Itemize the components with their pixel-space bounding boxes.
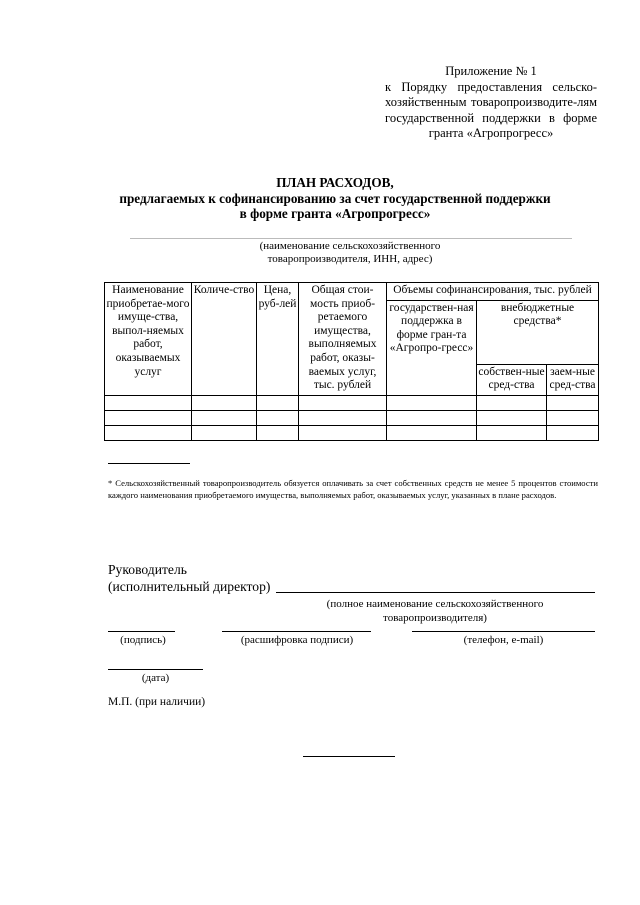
header-total-cost: Общая стои-мость приоб-ретаемого имущества, выполняемых работ, оказы-ваемых услуг, тыс. рублей	[299, 283, 387, 396]
full-name-caption: (полное наименование сельскохозяйственного товаропроизводителя)	[326, 598, 544, 624]
header-quantity: Количе-ство	[192, 283, 257, 396]
header-cofinancing-volumes: Объемы софинансирования, тыс. рублей	[387, 283, 599, 301]
signature-line	[108, 631, 175, 632]
closing-line	[303, 756, 395, 757]
header-item-name: Наименование приобретае-мого имуще-ства, выпол-няемых работ, оказываемых услуг	[105, 283, 192, 396]
stamp-label: М.П. (при наличии)	[108, 696, 206, 708]
appendix-block	[385, 64, 597, 142]
header-state-support: государствен-ная поддержка в форме гран-та «Агропро-гресс»	[387, 300, 477, 395]
appendix-body: к Порядку предоставления сельско-хозяйственным товаропроизводите-лям государственной поддержки в форме гранта «Агропрогресс»	[385, 79, 597, 140]
decode-caption: (расшифровка подписи)	[240, 634, 354, 646]
phone-caption: (телефон, e-mail)	[463, 634, 544, 646]
table-row	[105, 395, 599, 410]
date-caption: (дата)	[141, 672, 170, 684]
full-name-line	[276, 592, 595, 593]
title-line-2: предлагаемых к софинансированию за счет государственной поддержки	[119, 190, 551, 206]
producer-caption-line-2: товаропроизводителя, ИНН, адрес)	[267, 253, 433, 265]
header-borrowed-funds: заем-ные сред-ства	[547, 364, 599, 395]
producer-caption-line-1: (наименование сельскохозяйственного	[259, 240, 441, 252]
producer-name-line	[130, 238, 572, 239]
footnote-separator	[108, 463, 190, 464]
title-line-1: ПЛАН РАСХОДОВ,	[276, 175, 394, 190]
decode-line	[222, 631, 371, 632]
title-line-3: в форме гранта «Агропрогресс»	[239, 206, 431, 221]
document-title	[100, 175, 570, 222]
producer-caption	[200, 240, 500, 266]
head-label: Руководитель	[108, 562, 187, 577]
director-label: (исполнительный директор)	[108, 579, 271, 594]
footnote-text: * Сельскохозяйственный товаропроизводитель обязуется оплачивать за счет собственных средств не менее 5 процентов стоимости каждого наименования приобретаемого имущества, выполняемых работ, оказываемых услуг, указанных в плане расходов.	[108, 478, 598, 500]
phone-line	[412, 631, 595, 632]
table-row	[105, 425, 599, 440]
header-own-funds: собствен-ные сред-ства	[477, 364, 547, 395]
sign-caption: (подпись)	[120, 634, 166, 646]
header-extrabudgetary: внебюджетные средства*	[477, 300, 599, 364]
expense-plan-table	[104, 282, 599, 441]
header-price: Цена, руб-лей	[257, 283, 299, 396]
date-line	[108, 669, 203, 670]
appendix-title: Приложение № 1	[445, 64, 537, 78]
table-row	[105, 410, 599, 425]
